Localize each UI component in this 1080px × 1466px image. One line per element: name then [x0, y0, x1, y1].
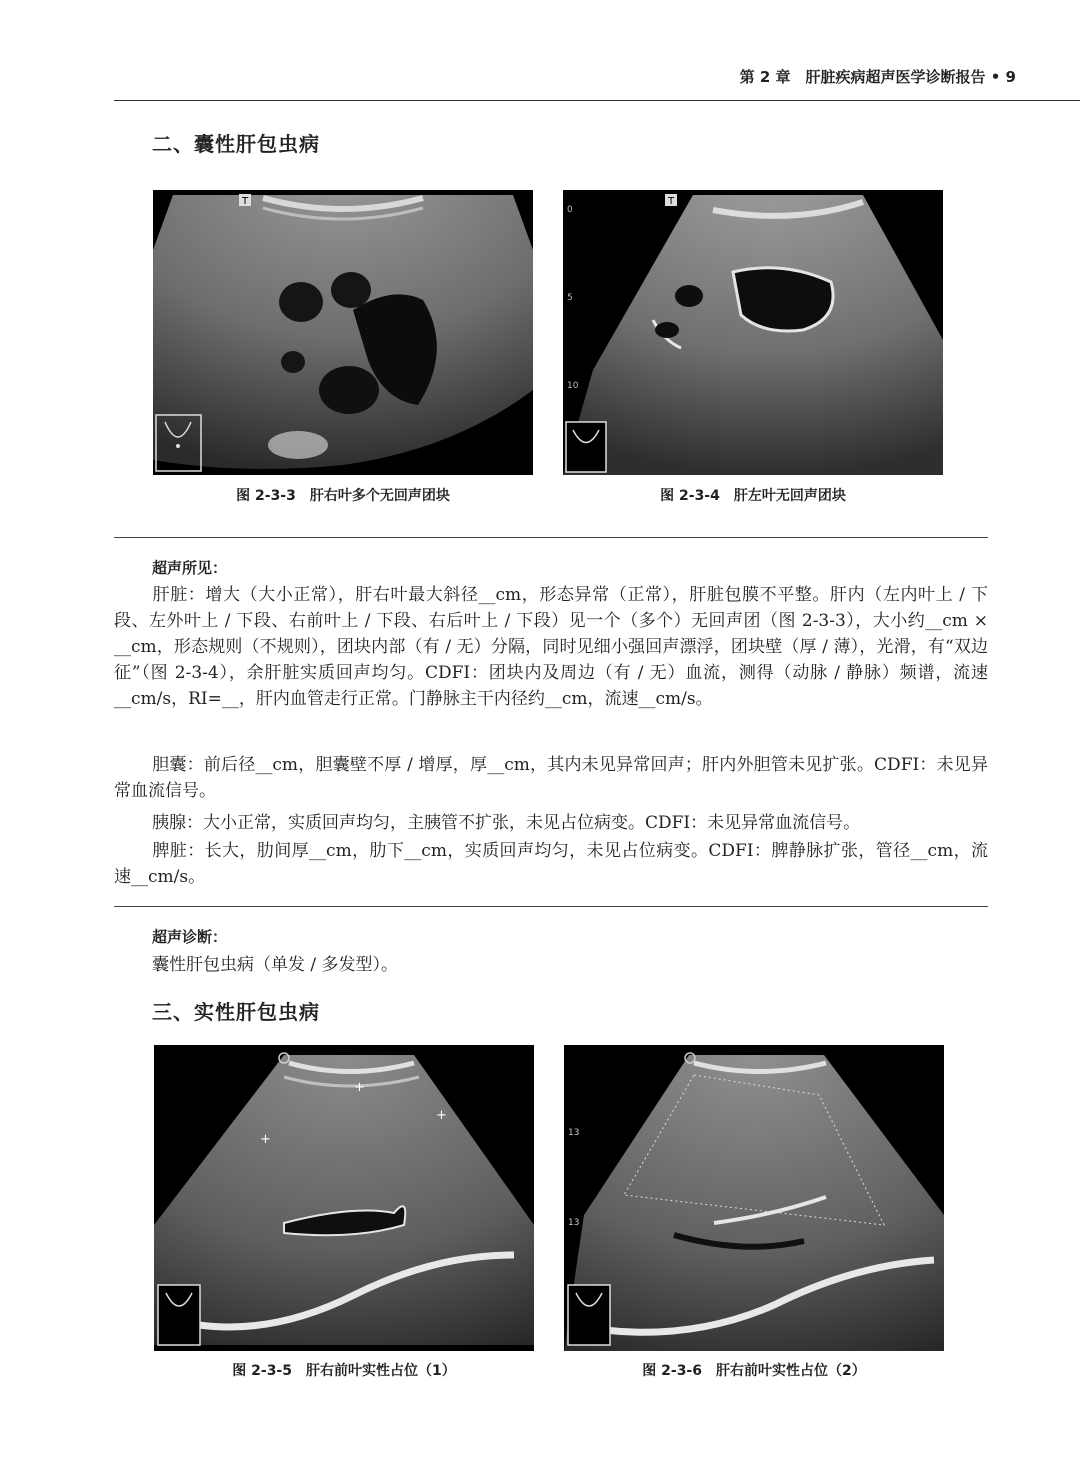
- ultrasound-image-2-3-3: [153, 190, 533, 475]
- ultrasound-image-2-3-6: [564, 1045, 944, 1351]
- ultrasound-image-2-3-4: [563, 190, 943, 475]
- t-marker-2: T: [668, 196, 675, 207]
- depth-10: 10: [567, 381, 579, 391]
- svg-text:+: +: [354, 1080, 365, 1095]
- pancreas-paragraph: [114, 810, 988, 836]
- depth-13b: 13: [568, 1218, 580, 1228]
- caption-fig-2-3-6: 图 2-3-6 肝右前叶实性占位（2）: [642, 1363, 866, 1379]
- running-header: 第 2 章 肝脏疾病超声医学诊断报告 • 9: [739, 68, 1016, 86]
- body-marker-icon-2: [566, 422, 606, 472]
- section-title-solid: 三、实性肝包虫病: [152, 1000, 320, 1024]
- pancreas-lead: 胰腺：: [152, 813, 203, 833]
- spleen-lead: 脾脏：: [152, 841, 205, 861]
- caption-fig-2-3-4: 图 2-3-4 肝左叶无回声团块: [660, 488, 846, 504]
- spleen-paragraph: [114, 838, 988, 890]
- svg-text:+: +: [436, 1108, 447, 1123]
- diagnosis-text: 囊性肝包虫病（单发 / 多发型）。: [152, 955, 399, 975]
- ultrasound-image-2-3-5: [154, 1045, 534, 1351]
- divider-diagnosis-top: [114, 906, 988, 907]
- t-marker: T: [242, 196, 249, 207]
- caption-fig-2-3-3: 图 2-3-3 肝右叶多个无回声团块: [236, 488, 450, 504]
- pancreas-text: 大小正常，实质回声均匀，主胰管不扩张，未见占位病变。CDFI：未见异常血流信号。: [203, 813, 861, 833]
- spleen-text: 长大，肋间厚__cm，肋下__cm，实质回声均匀，未见占位病变。CDFI：脾静脉扩张，管径__cm，流速__cm/s。: [114, 841, 989, 887]
- liver-text: 增大（大小正常），肝右叶最大斜径__cm，形态异常（正常），肝脏包膜不平整。肝内（左内叶上 / 下段、左外叶上 / 下段、右前叶上 / 下段、右后叶上 / 下段）见一个（多个）无回声团（图 2-3-3），大小约__cm × __cm，形态规则（不规则），团块内部（有 / 无）分隔，同时见细小强回声漂浮，团块壁（厚 / 薄），光滑，有“双边征”（图 2-3-4），余肝脏实质回声均匀。CDFI：团块内及周边（有 / 无）血流，测得（动脉 / 静脉）频谱，流速__cm/s，RI=__，肝内血管走行正常。门静脉主干内径约__cm，流速__cm/s。: [114, 585, 988, 709]
- gallbladder-lead: 胆囊：: [152, 755, 204, 775]
- liver-lead: 肝脏：: [152, 585, 206, 605]
- gallbladder-text: 前后径__cm，胆囊壁不厚 / 增厚，厚__cm，其内未见异常回声；肝内外胆管未见扩张。CDFI：未见异常血流信号。: [114, 755, 989, 801]
- svg-text:+: +: [260, 1132, 271, 1147]
- findings-label: 超声所见：: [152, 559, 228, 577]
- depth-5: 5: [567, 293, 573, 303]
- gallbladder-paragraph: [114, 752, 988, 804]
- section-title-cystic: 二、囊性肝包虫病: [152, 132, 320, 156]
- liver-paragraph: [114, 582, 988, 712]
- body-marker-icon-3: [158, 1285, 200, 1345]
- diagnosis-label: 超声诊断：: [152, 928, 228, 946]
- depth-0: 0: [567, 205, 573, 215]
- divider-findings-top: [114, 537, 988, 538]
- caption-fig-2-3-5: 图 2-3-5 肝右前叶实性占位（1）: [232, 1363, 456, 1379]
- body-marker-icon-4: [568, 1285, 610, 1345]
- header-rule: [114, 100, 1080, 101]
- depth-13a: 13: [568, 1128, 580, 1138]
